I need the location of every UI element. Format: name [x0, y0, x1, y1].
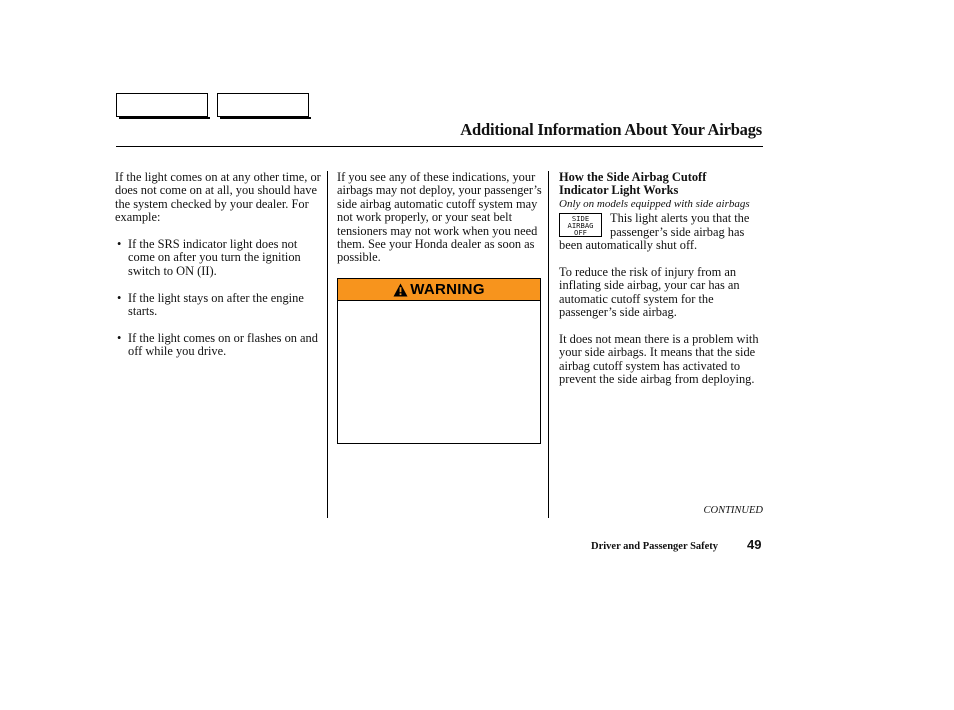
footer-section-label: Driver and Passenger Safety — [591, 541, 719, 552]
warning-label: WARNING — [410, 281, 485, 298]
side-airbag-off-indicator-icon — [559, 213, 602, 237]
list-item: • If the light stays on after the engine starts. — [115, 292, 323, 319]
subheading-line-2: Indicator Light Works — [559, 183, 679, 198]
column-3 — [559, 171, 761, 400]
indicator-line: AIRBAG — [567, 221, 594, 231]
indicator-description — [559, 212, 761, 252]
nav-button-2[interactable] — [217, 93, 309, 117]
title-rule — [116, 146, 763, 147]
model-note: Only on models equipped with side airbags — [559, 197, 750, 210]
column-divider-1 — [327, 171, 328, 518]
indicator-line: OFF — [574, 228, 587, 238]
column-divider-2 — [548, 171, 549, 518]
cutoff-system-paragraph: To reduce the risk of injury from an inflating side airbag, your car has an automatic cutoff system for the passenger’s side airbag. — [559, 264, 740, 320]
column-2 — [337, 171, 543, 278]
section-subheading — [559, 171, 761, 198]
list-item: • If the SRS indicator light does not come on after you turn the ignition switch to ON (II). — [115, 238, 323, 278]
list-item: • If the light comes on or flashes on and off while you drive. — [115, 332, 323, 359]
warning-box — [337, 278, 541, 444]
indicator-text: This light alerts you that the passenger’s side airbag has been automatically shut off. — [559, 211, 750, 253]
intro-paragraph: If the light comes on at any other time, or does not come on at all, you should have the system checked by your dealer. For example: — [115, 170, 321, 225]
nav-button-1[interactable] — [116, 93, 208, 117]
example-list — [115, 238, 323, 359]
page-title: Additional Information About Your Airbags — [460, 120, 762, 139]
warning-triangle-icon — [393, 283, 408, 297]
page-number: 49 — [747, 537, 762, 552]
indications-paragraph: If you see any of these indications, your airbags may not deploy, your passenger’s side airbag automatic cutoff system may not work properly, or your seat belt tensioners may not work when you need them. See your Honda dealer as soon as possible. — [337, 170, 542, 265]
indicator-line: SIDE — [571, 213, 590, 223]
warning-header — [338, 279, 540, 301]
continued-label: CONTINUED — [703, 505, 763, 516]
subheading-line-1: How the Side Airbag Cutoff — [559, 170, 707, 184]
no-problem-paragraph: It does not mean there is a problem with your side airbags. It means that the side airbag cutoff system has activated to prevent the side airbag from deploying. — [559, 331, 759, 387]
column-1 — [115, 171, 323, 372]
